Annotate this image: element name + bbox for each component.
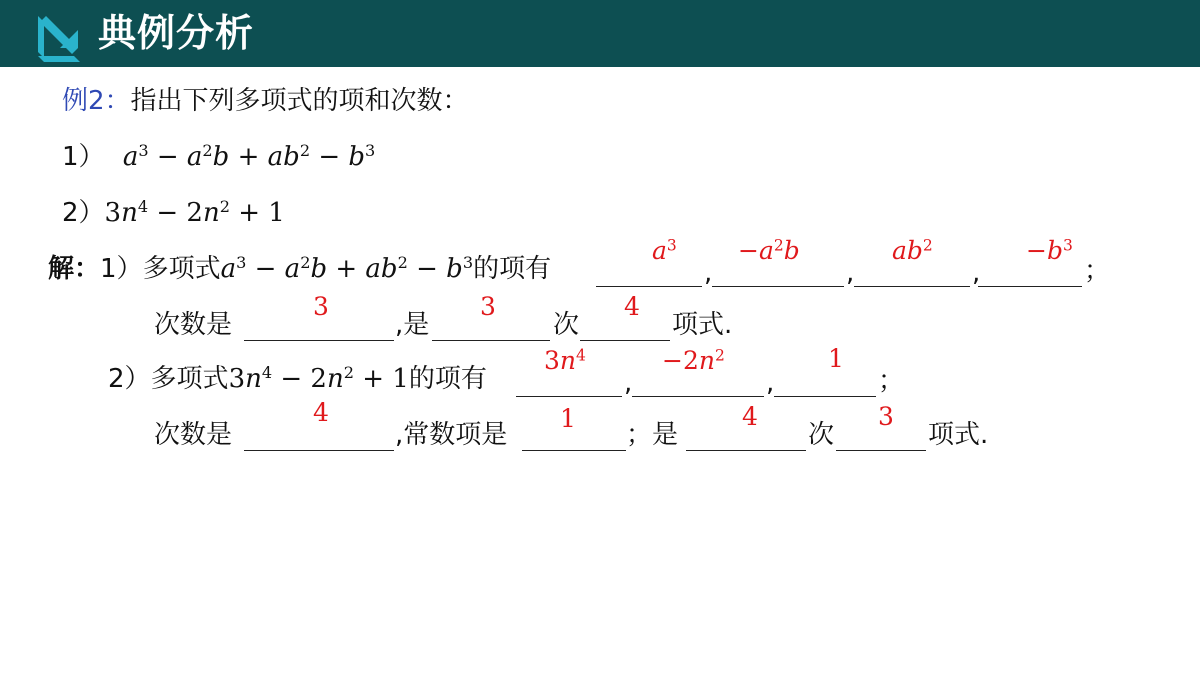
comma: ,	[972, 258, 981, 288]
example-label: 例2：	[62, 86, 131, 116]
answer-term-count: 3	[878, 402, 894, 431]
answer-term: $3n^4$	[544, 346, 586, 375]
answer-term: $-b^3$	[1026, 236, 1073, 265]
answer-term: $ab^2$	[892, 236, 933, 265]
text: 的项有	[473, 254, 552, 284]
answer-blank	[774, 396, 876, 397]
text: 多项式	[150, 364, 229, 394]
answer-degree: 3	[313, 292, 329, 321]
answer-blank	[712, 286, 844, 287]
math-expression: $3n^4 - 2n^2 + 1$	[228, 363, 409, 394]
text: 次	[808, 420, 835, 450]
math-expression: $a^3 - a^2b + ab^2 - b^3$	[220, 253, 474, 284]
degree-label: 次数是	[154, 310, 233, 340]
text: 的项有	[408, 364, 487, 394]
answer-blank	[686, 450, 806, 451]
text: 项式.	[672, 310, 733, 340]
answer-term: $-a^2b$	[738, 236, 800, 265]
semicolon: ；	[878, 366, 905, 396]
polynomial-2	[62, 196, 285, 230]
answer-blank	[836, 450, 926, 451]
answer-blank	[522, 450, 626, 451]
answer-degree: 4	[313, 398, 329, 427]
answer-degree: 3	[480, 292, 496, 321]
answer-blank	[244, 450, 394, 451]
answer-term-count: 4	[624, 292, 640, 321]
comma: ,	[766, 368, 775, 398]
answer-term: 1	[828, 344, 844, 373]
answer-blank	[432, 340, 550, 341]
polynomial-1	[62, 140, 375, 174]
header-bar	[0, 0, 1200, 67]
answer-degree: 4	[742, 402, 758, 431]
part-label: 2）	[108, 364, 151, 394]
answer-blank	[854, 286, 970, 287]
answer-blank	[244, 340, 394, 341]
text: 多项式	[142, 254, 221, 284]
text: ,常数项是	[395, 420, 508, 450]
problem-prompt: 指出下列多项式的项和次数：	[130, 86, 469, 116]
degree-label: 次数是	[154, 420, 233, 450]
problem-statement	[62, 84, 469, 118]
text: 次	[553, 310, 580, 340]
text: ,是	[395, 310, 430, 340]
answer-term: $a^3$	[652, 236, 677, 265]
solution-line-2	[108, 362, 487, 396]
part-label: 1）	[100, 254, 143, 284]
answer-blank	[632, 396, 764, 397]
answer-term: $-2n^2$	[662, 346, 725, 375]
answer-blank	[978, 286, 1082, 287]
semicolon: ；	[1084, 256, 1111, 286]
solution-line-1	[48, 252, 551, 286]
math-expression: $a^3 - a^2b + ab^2 - b^3$	[122, 141, 376, 172]
answer-blank	[580, 340, 670, 341]
comma: ,	[704, 258, 713, 288]
comma: ,	[846, 258, 855, 288]
comma: ,	[624, 368, 633, 398]
solution-label: 解：	[48, 254, 101, 284]
text: 项式.	[928, 420, 989, 450]
answer-constant: 1	[560, 404, 576, 433]
answer-blank	[516, 396, 622, 397]
math-expression: $3n^4 - 2n^2 + 1$	[104, 197, 285, 228]
page-title: 典例分析	[98, 11, 255, 55]
item-label: 1）	[62, 142, 105, 172]
answer-blank	[596, 286, 702, 287]
item-label: 2）	[62, 198, 105, 228]
arrow-down-right-icon	[32, 12, 84, 62]
text: ；是	[626, 420, 679, 450]
